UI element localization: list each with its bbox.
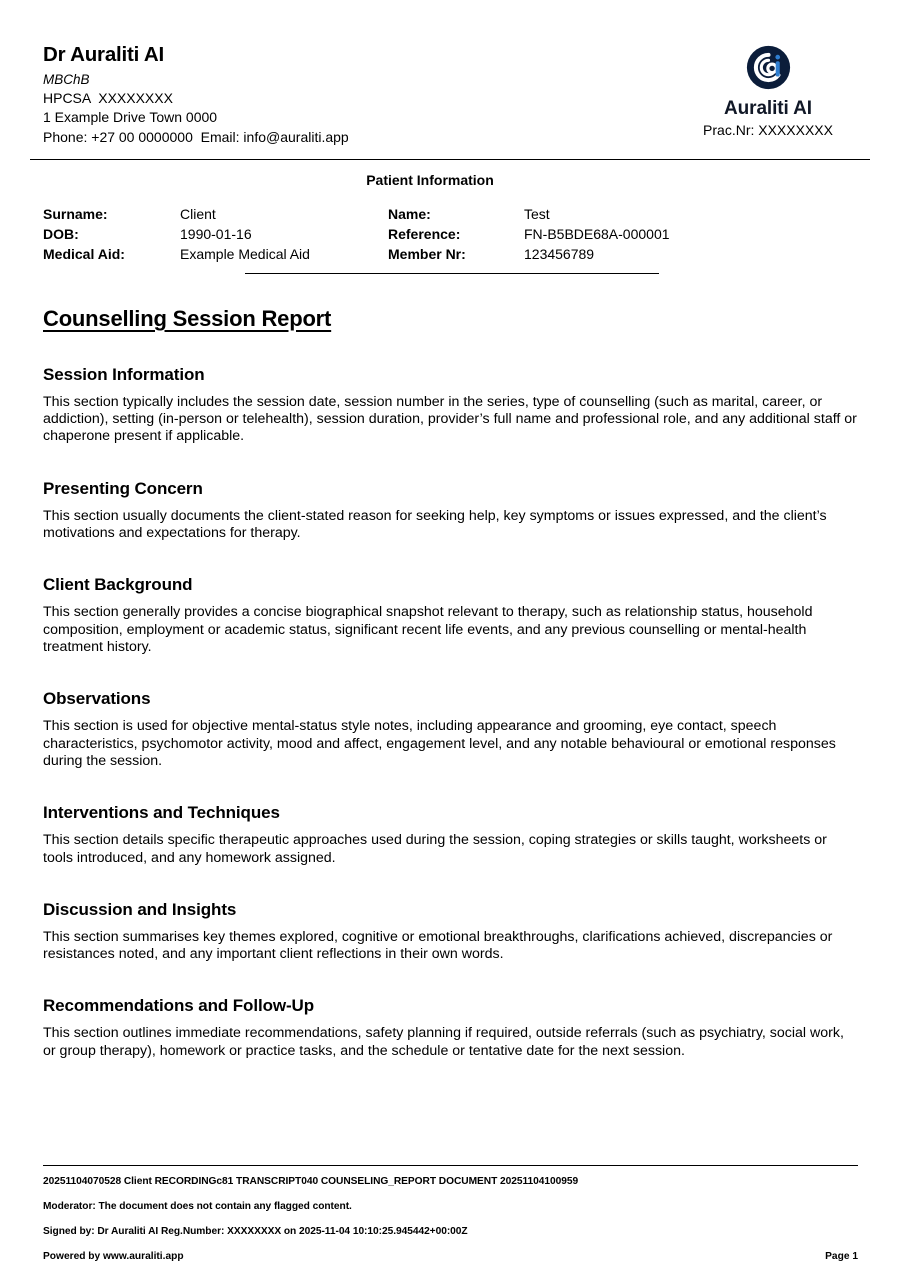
table-row [43, 246, 670, 266]
report-content [0, 306, 900, 1060]
section-body: This section usually documents the client-stated reason for seeking help, key symptoms or issues expressed, and the client’s motivations and expectations for therapy. [43, 507, 827, 541]
footer-powered-by: Powered by www.auraliti.app [43, 1251, 184, 1262]
section-body: This section outlines immediate recommendations, safety planning if required, outside referrals (such as psychiatry, social work, or group therapy), homework or practice tasks, and the schedule or tentative date for the next session. [43, 1025, 844, 1059]
section-recommendations-and-follow-up [43, 996, 857, 1060]
practitioner-name: Dr Auraliti AI [43, 43, 164, 66]
footer-bottom-row [43, 1251, 858, 1262]
patient-information-block [0, 172, 900, 274]
document-footer [43, 1165, 858, 1262]
auraliti-ai-circle-logo-icon [746, 45, 791, 90]
brand-name: Auraliti AI [724, 98, 812, 119]
section-heading: Observations [43, 689, 151, 709]
practitioner-details [43, 42, 349, 147]
section-client-background [43, 575, 857, 656]
footer-reference-line: 20251104070528 Client RECORDINGc81 TRANSCRIPT040 COUNSELING_REPORT DOCUMENT 20251104100959 [43, 1176, 579, 1187]
header-divider [30, 159, 870, 160]
patient-information-divider [245, 273, 659, 274]
brand-practice-number: Prac.Nr: XXXXXXXX [703, 121, 833, 138]
patient-field-value: Example Medical Aid [180, 245, 310, 262]
patient-field-value: 1990-01-16 [180, 225, 252, 242]
section-discussion-and-insights [43, 900, 857, 964]
patient-field-label: Member Nr: [388, 245, 466, 262]
patient-field-label: Surname: [43, 205, 108, 222]
patient-field-value: Test [524, 205, 550, 222]
table-row [43, 206, 670, 226]
section-observations [43, 689, 857, 770]
practitioner-contact: Phone: +27 00 0000000 Email: info@auraliti.app [43, 128, 349, 145]
section-interventions-and-techniques [43, 803, 857, 867]
patient-information-title: Patient Information [366, 171, 494, 188]
page-title: Counselling Session Report [43, 305, 332, 331]
section-heading: Session Information [43, 364, 205, 384]
section-heading: Recommendations and Follow-Up [43, 996, 315, 1016]
footer-moderator-line: Moderator: The document does not contain any flagged content. [43, 1201, 352, 1212]
section-presenting-concern [43, 479, 857, 543]
patient-field-label: Reference: [388, 225, 461, 242]
patient-field-label: Medical Aid: [43, 245, 125, 262]
footer-divider [43, 1165, 858, 1166]
practitioner-address: 1 Example Drive Town 0000 [43, 109, 218, 126]
section-heading: Discussion and Insights [43, 899, 237, 919]
patient-field-value: 123456789 [524, 245, 595, 262]
section-session-information [43, 365, 857, 446]
section-heading: Interventions and Techniques [43, 803, 280, 823]
document-header [0, 0, 900, 147]
patient-field-value: FN-B5BDE68A-000001 [524, 225, 670, 242]
section-heading: Client Background [43, 575, 193, 595]
practitioner-hpcsa: HPCSA XXXXXXXX [43, 90, 173, 107]
section-body: This section typically includes the session date, session number in the series, type of counselling (such as marital, career, or addiction), setting (in-person or telehealth), session duration, provider’s full name and professional role, and any additional staff or chaperone present if applicable. [43, 393, 857, 445]
patient-field-label: DOB: [43, 225, 79, 242]
patient-field-value: Client [180, 205, 216, 222]
logo-container [678, 45, 858, 90]
table-row [43, 226, 670, 246]
practitioner-qualification: MBChB [43, 71, 90, 87]
footer-page-number: Page 1 [825, 1251, 858, 1262]
patient-field-label: Name: [388, 205, 431, 222]
footer-signed-line: Signed by: Dr Auraliti AI Reg.Number: XXXXXXXX on 2025-11-04 10:10:25.945442+00:00Z [43, 1226, 468, 1237]
section-body: This section generally provides a concise biographical snapshot relevant to therapy, such as relationship status, household composition, employment or academic status, significant recent life events, and any previous counselling or mental-health treatment history. [43, 604, 813, 655]
section-body: This section summarises key themes explored, cognitive or emotional breakthroughs, clarifications achieved, discrepancies or resistances noted, and any important client reflections in their own words. [43, 928, 833, 963]
section-heading: Presenting Concern [43, 478, 203, 498]
section-body: This section details specific therapeutic approaches used during the session, coping strategies or skills taught, worksheets or tools introduced, and any homework assigned. [43, 832, 827, 866]
brand-block [678, 42, 858, 139]
section-body: This section is used for objective mental-status style notes, including appearance and grooming, eye contact, speech characteristics, psychomotor activity, mood and affect, engagement level, and any notable behavioural or emotional responses during the session. [43, 718, 836, 769]
patient-information-table [43, 206, 670, 266]
